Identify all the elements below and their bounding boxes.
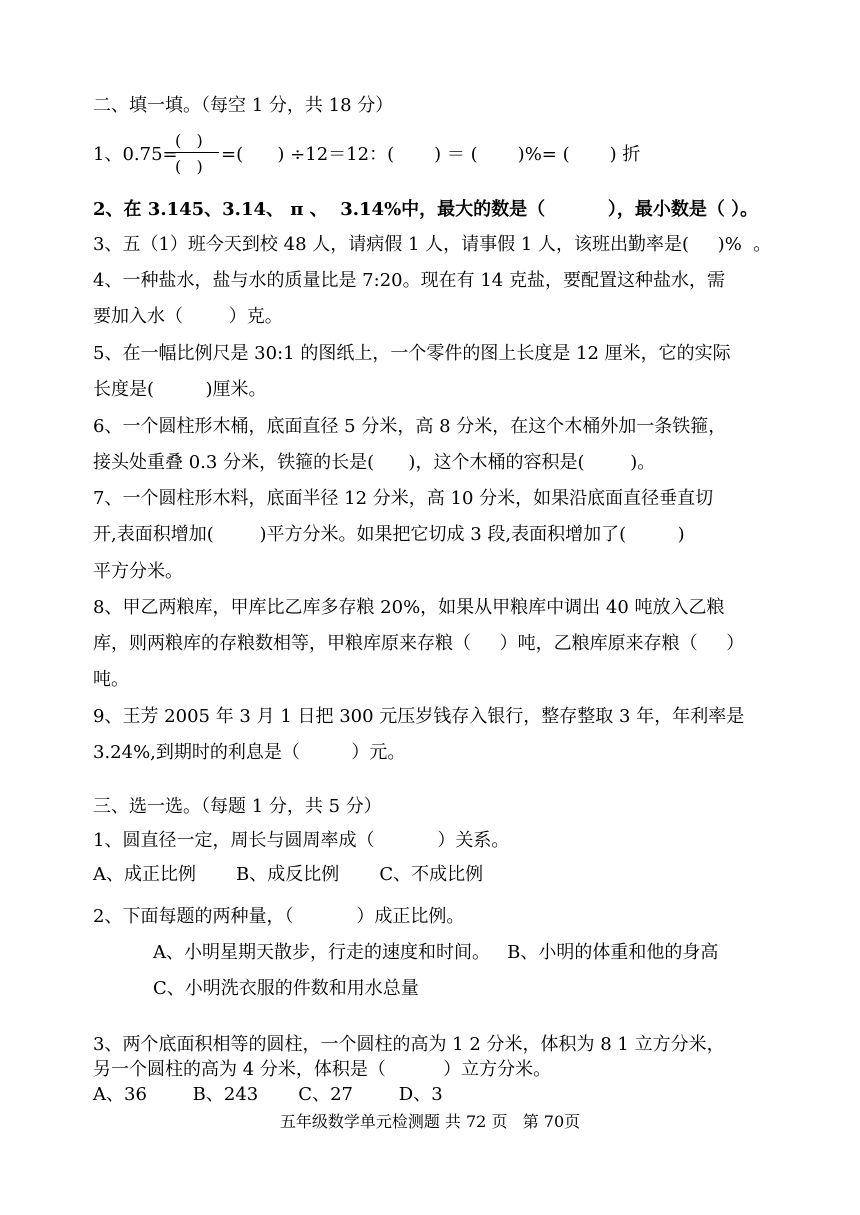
s3-q2-option-line2: C、小明洗衣服的件数和用水总量	[153, 978, 419, 999]
q1-fraction-numerator: ( )	[175, 131, 203, 150]
s3-q3-line2: 另一个圆柱的高为 4 分米，体积是（ ）立方分米。	[93, 1059, 552, 1080]
q8-line2: 库，则两粮库的存粮数相等，甲粮库原来存粮（ ）吨，乙粮库原来存粮（ ）	[93, 633, 745, 654]
q3: 3、五（1）班今天到校 48 人，请病假 1 人，请事假 1 人，该班出勤率是( )% 。	[93, 234, 772, 255]
q1-fraction-denominator: ( )	[175, 157, 203, 176]
q6-line1: 6、一个圆柱形木桶，底面直径 5 分米，高 8 分米，在这个木桶外加一条铁箍，	[93, 416, 727, 437]
q4-line1: 4、一种盐水，盐与水的质量比是 7:20。现在有 14 克盐，要配置这种盐水，需	[93, 270, 725, 291]
section2-heading: 二、填一填。（每空 1 分，共 18 分）	[93, 95, 394, 116]
s3-q3-options: A、36 B、243 C、27 D、3	[93, 1084, 443, 1105]
section3-heading: 三、选一选。（每题 1 分，共 5 分）	[93, 796, 382, 817]
q7-line3: 平方分米。	[93, 561, 183, 582]
q8-line3: 吨。	[93, 669, 129, 690]
q9-line1: 9、王芳 2005 年 3 月 1 日把 300 元压岁钱存入银行，整存整取 3 年，年利率是	[93, 706, 745, 727]
q6-line2: 接头处重叠 0.3 分米，铁箍的长是( )，这个木桶的容积是( )。	[93, 452, 656, 473]
q1-fraction-bar	[175, 152, 219, 153]
q1-suffix: =( ) ÷12＝12：( ) ＝ ( )%= ( ) 折	[221, 144, 641, 165]
q5-line2: 长度是( )厘米。	[93, 379, 267, 400]
s3-q2-option-line1: A、小明星期天散步，行走的速度和时间。 B、小明的体重和他的身高	[153, 942, 719, 963]
q1-prefix: 1、0.75=	[93, 144, 178, 165]
q4-line2: 要加入水（ ）克。	[93, 306, 283, 327]
s3-q1: 1、圆直径一定，周长与圆周率成（ ）关系。	[93, 830, 510, 851]
q5-line1: 5、在一幅比例尺是 30:1 的图纸上，一个零件的图上长度是 12 厘米，它的实际	[93, 343, 731, 364]
s3-q1-options: A、成正比例 B、成反比例 C、不成比例	[93, 864, 484, 885]
q7-line2: 开,表面积增加( )平方分米。如果把它切成 3 段,表面积增加了( )	[93, 524, 685, 545]
q2: 2、在 3.145、3.14、 π 、 3.14%中，最大的数是（ ），最小数是（ ）。	[93, 199, 759, 220]
q8-line1: 8、甲乙两粮库，甲库比乙库多存粮 20%，如果从甲粮库中调出 40 吨放入乙粮	[93, 597, 725, 618]
s3-q3-line1: 3、两个底面积相等的圆柱，一个圆柱的高为 1 2 分米，体积为 8 1 立方分米，	[93, 1034, 725, 1055]
q7-line1: 7、一个圆柱形木料，底面半径 12 分米，高 10 分米，如果沿底面直径垂直切	[93, 488, 714, 509]
page-footer: 五年级数学单元检测题 共 72 页 第 70页	[279, 1112, 581, 1131]
q9-line2: 3.24%,到期时的利息是（ ）元。	[93, 742, 406, 763]
s3-q2: 2、下面每题的两种量，（ ）成正比例。	[93, 906, 465, 927]
